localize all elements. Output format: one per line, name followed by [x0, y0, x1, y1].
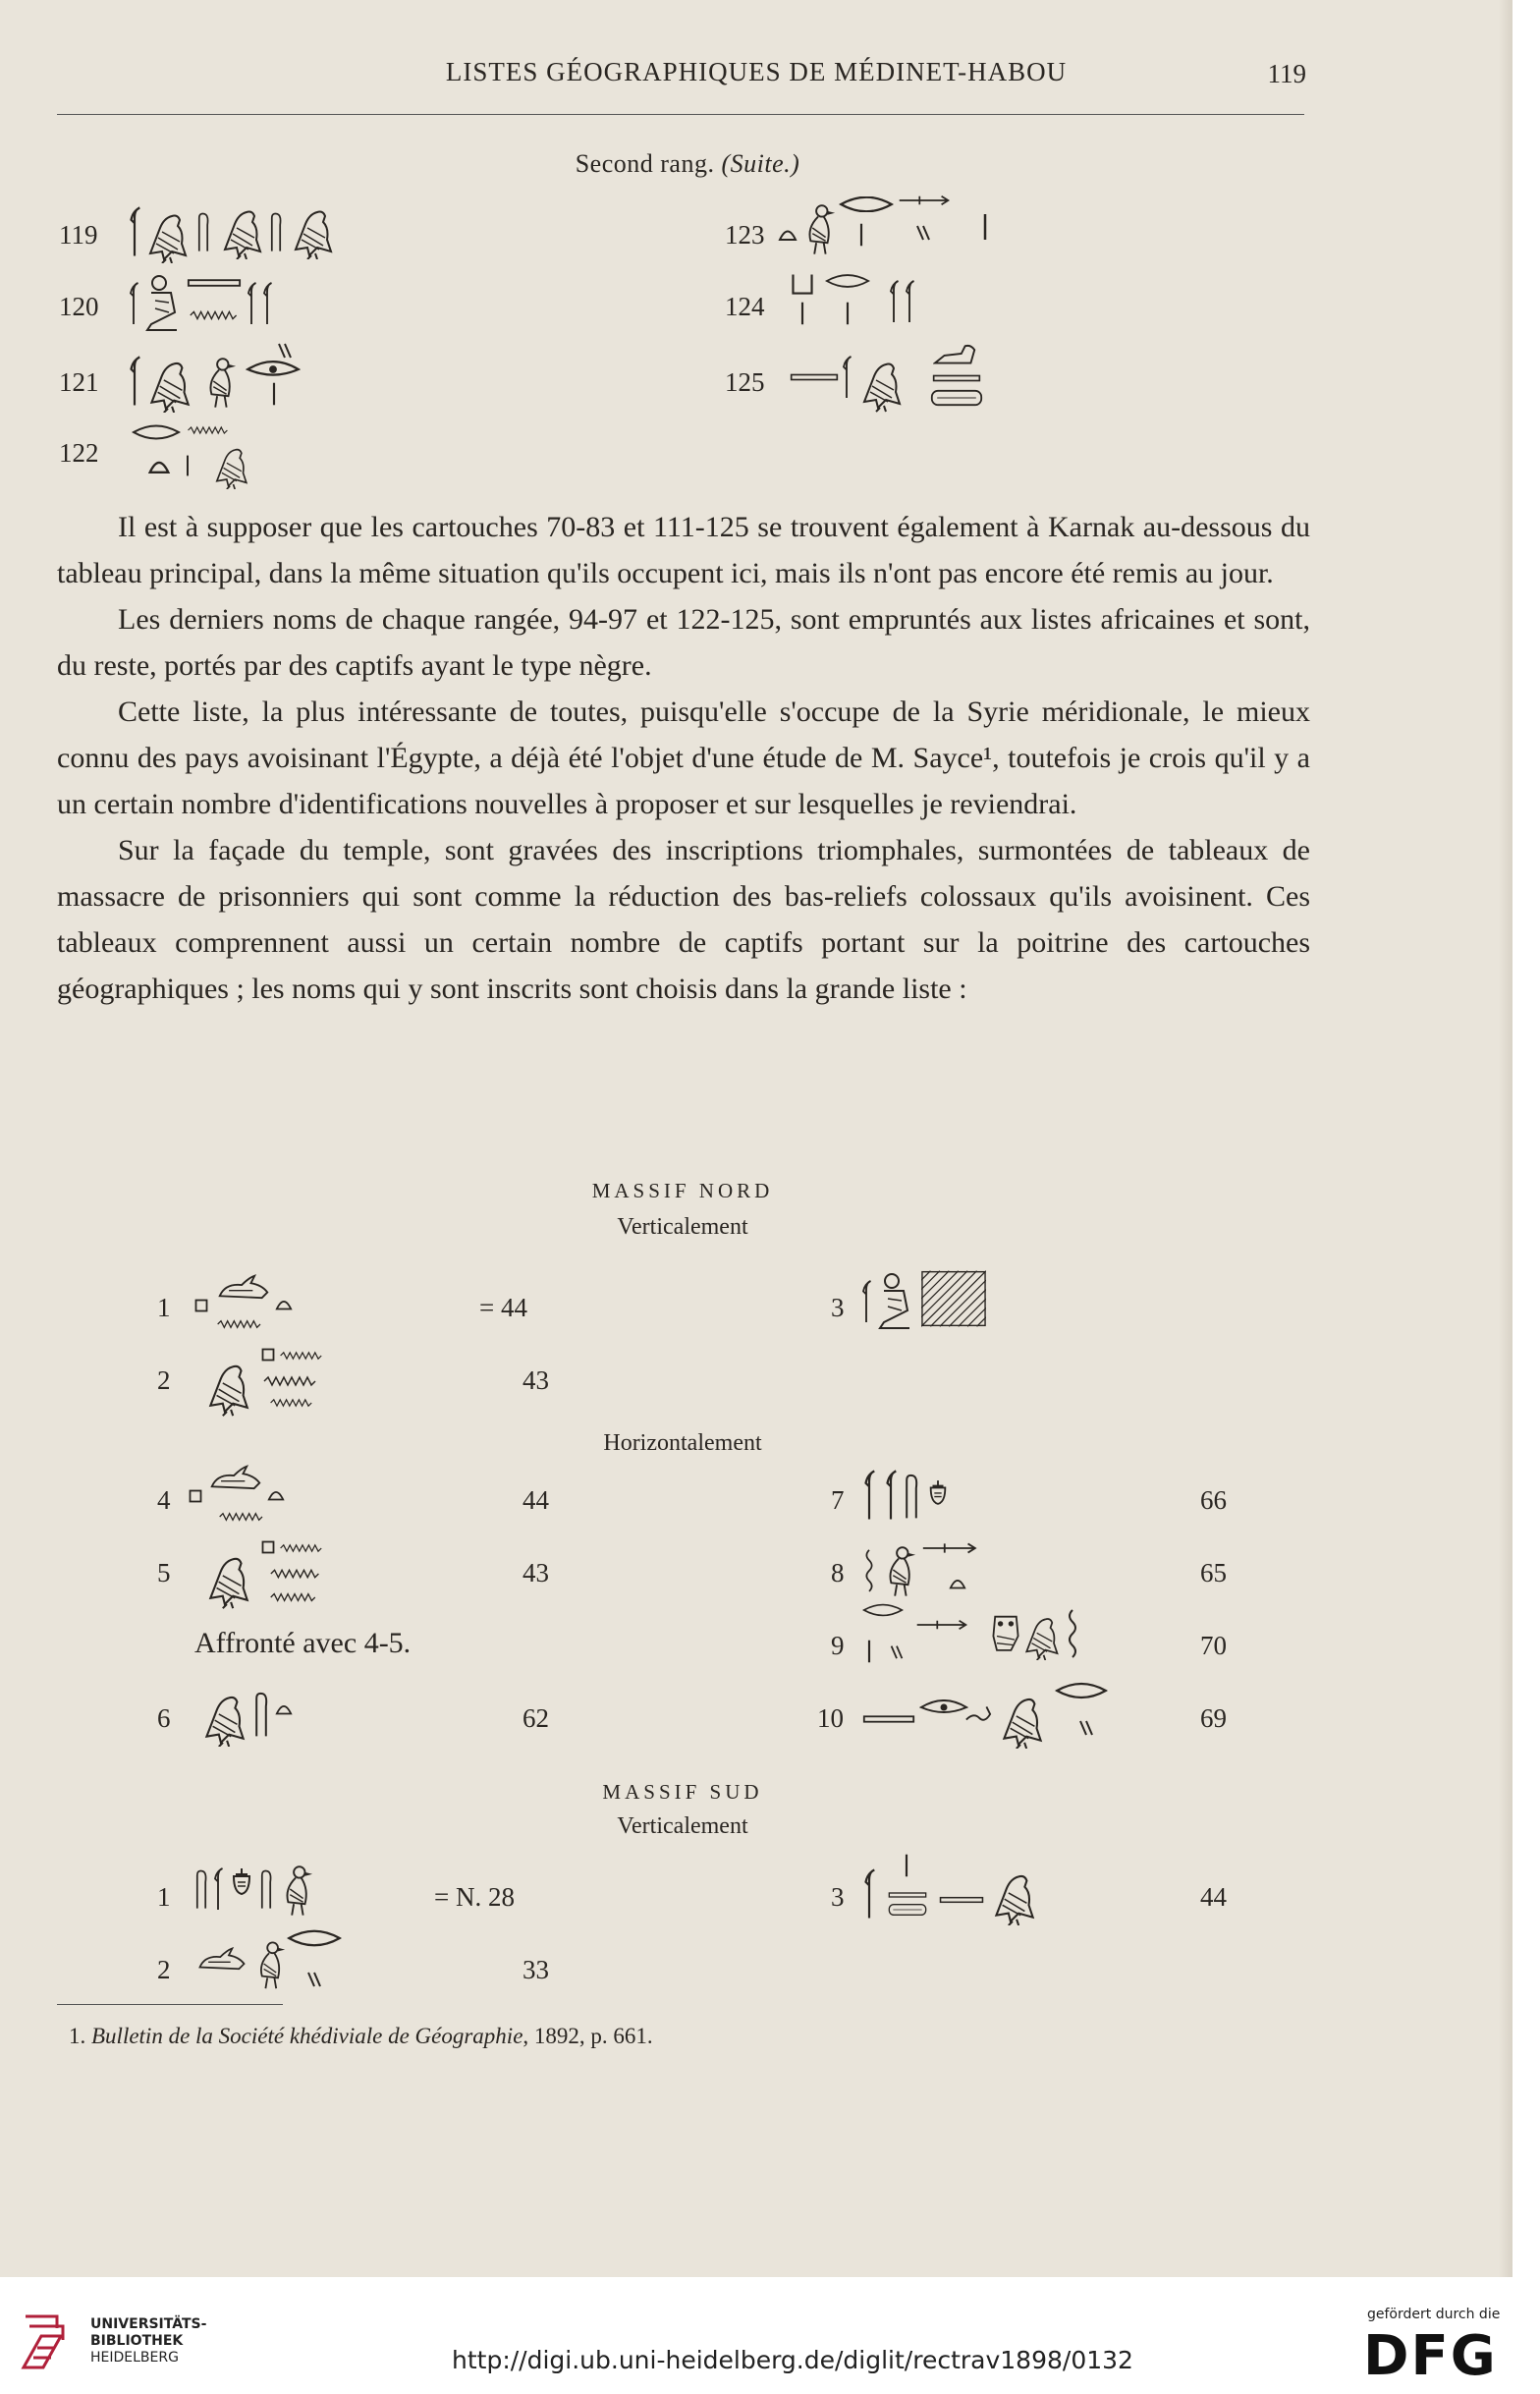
hieroglyph-group-nord-6 [192, 1678, 330, 1751]
reference: 43 [522, 1365, 549, 1395]
footnote-details: , 1892, p. 661. [522, 2024, 653, 2048]
paragraph: Sur la façade du temple, sont gravées des inscriptions triomphales, surmontées de tableaux de massacre de prisonniers qui sont comme la réduction des bas-reliefs colossaux qu'ils avoisinent. Ces tableaux comprennent aussi un certain nombre de captifs portant sur la poitrine des cartouches géographiques ; les noms qui y sont inscrits sont choisis dans la grande liste : [57, 834, 1310, 1005]
section-subtitle [0, 149, 1375, 179]
hieroglyph-group-nord-2 [192, 1342, 369, 1420]
hieroglyph-group-sud-3 [858, 1851, 1094, 1929]
library-line: HEIDELBERG [90, 2350, 179, 2366]
hieroglyph-group-123 [776, 193, 1031, 265]
entry-number: 1 [157, 1293, 171, 1322]
entry-number: 3 [831, 1293, 845, 1322]
body-text [57, 504, 1310, 1012]
subtitle-suffix: (Suite.) [721, 149, 800, 178]
library-name [90, 2316, 206, 2366]
hieroglyph-group-nord-5 [192, 1534, 369, 1613]
reference: 44 [1200, 1882, 1227, 1912]
entry-number: 3 [831, 1882, 845, 1912]
dfg-logo: DFG [1363, 2324, 1498, 2388]
reference: 33 [522, 1955, 549, 1984]
entry-number: 6 [157, 1703, 171, 1733]
hieroglyph-group-120 [128, 269, 373, 338]
paragraph: Il est à supposer que les cartouches 70-83 et 111-125 se trouvent également à Karnak au-dessous du tableau principal, dans la même situation qu'ils occupent ici, mais ils n'ont pas encore été remis au jour. [57, 511, 1310, 589]
entry-number: 7 [831, 1485, 845, 1515]
library-logo-icon [18, 2309, 81, 2379]
hieroglyph-group-nord-8 [858, 1532, 1016, 1607]
hieroglyph-group-nord-9 [858, 1599, 1094, 1678]
subheading-vertical: Verticalement [617, 1214, 748, 1240]
reference: 62 [522, 1703, 549, 1733]
subtitle-text: Second rang. [575, 149, 715, 178]
entry-number: 1 [157, 1882, 171, 1912]
entry-number: 119 [59, 220, 98, 250]
entry-number: 9 [831, 1631, 845, 1660]
hieroglyph-group-124 [786, 267, 982, 340]
header-rule [57, 114, 1304, 115]
entry-number: 2 [157, 1365, 171, 1395]
entry-number: 125 [725, 367, 765, 397]
hieroglyph-group-nord-4 [185, 1460, 342, 1529]
reference: 43 [522, 1558, 549, 1587]
paragraph: Les derniers noms de chaque rangée, 94-97 et 122-125, sont empruntés aux listes africaines et sont, du reste, portés par des captifs ayant le type nègre. [57, 603, 1310, 682]
hieroglyph-group-122 [128, 420, 324, 489]
entry-number: 122 [59, 438, 99, 468]
reference: 65 [1200, 1558, 1227, 1587]
footnote-source: Bulletin de la Société khédiviale de Géographie [91, 2024, 523, 2048]
hieroglyph-group-sud-2 [192, 1925, 389, 2000]
subheading-vertical: Verticalement [617, 1813, 748, 1839]
funding-note: gefördert durch die [1367, 2307, 1501, 2322]
hieroglyph-group-nord-3 [858, 1265, 1006, 1334]
hieroglyph-group-nord-10 [858, 1670, 1133, 1758]
paragraph: Cette liste, la plus intéressante de toutes, puisqu'elle s'occupe de la Syrie méridionale, le mieux connu des pays avoisinant l'Égypte, a déjà été l'objet d'une étude de M. Sayce¹, toutefois je crois qu'il y a un certain nombre d'identifications nouvelles à proposer et sur lesquelles je reviendrai. [57, 696, 1310, 820]
section-heading: MASSIF SUD [602, 1780, 763, 1804]
subheading-horizontal: Horizontalement [603, 1430, 762, 1456]
entry-number: 8 [831, 1558, 845, 1587]
footnote [69, 2024, 653, 2049]
page-number: 119 [1267, 59, 1306, 88]
reference: 70 [1200, 1631, 1227, 1660]
hieroglyph-group-119 [128, 196, 422, 265]
entry-number: 10 [817, 1703, 844, 1733]
hieroglyph-group-nord-7 [858, 1458, 996, 1527]
footnote-rule [57, 2004, 283, 2005]
reference: 66 [1200, 1485, 1227, 1515]
hieroglyph-group-nord-1 [192, 1267, 350, 1336]
entry-number: 5 [157, 1558, 171, 1587]
entry-number: 124 [725, 292, 765, 321]
section-heading: MASSIF NORD [591, 1179, 774, 1202]
hieroglyph-group-121 [128, 338, 383, 417]
running-header: LISTES GÉOGRAPHIQUES DE MÉDINET-HABOU [445, 57, 1068, 86]
entry-number: 123 [725, 220, 765, 250]
hieroglyph-group-125 [786, 338, 1041, 417]
reference: 44 [522, 1485, 549, 1515]
hieroglyph-group-sud-1 [192, 1855, 369, 1923]
reference: = N. 28 [434, 1882, 515, 1912]
entry-number: 121 [59, 367, 99, 397]
reference: = 44 [479, 1293, 527, 1322]
entry-number: 4 [157, 1485, 171, 1515]
library-line: UNIVERSITÄTS- [90, 2316, 207, 2332]
entry-number: 2 [157, 1955, 171, 1984]
reference: 69 [1200, 1703, 1227, 1733]
entry-number: 120 [59, 292, 99, 321]
library-line: BIBLIOTHEK [90, 2333, 184, 2349]
source-url-link[interactable]: http://digi.ub.uni-heidelberg.de/diglit/rectrav1898/0132 [452, 2346, 1133, 2374]
affronte-note: Affronté avec 4-5. [194, 1627, 412, 1659]
footnote-marker: 1. [69, 2024, 86, 2048]
